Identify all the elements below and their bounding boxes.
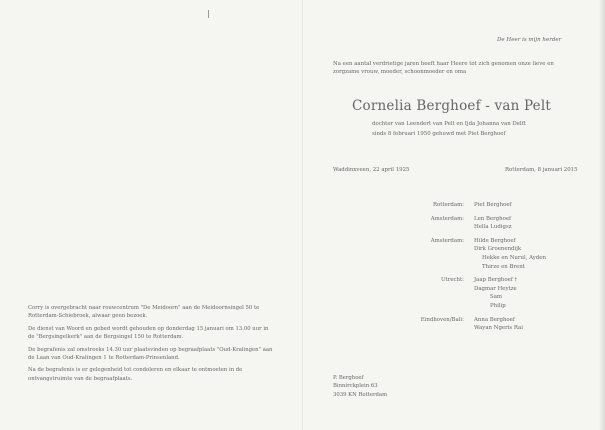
practical-notes xyxy=(28,304,274,387)
family-group xyxy=(400,276,590,310)
family-member: Thirze en Brent xyxy=(482,263,525,270)
family-list xyxy=(400,201,590,338)
address-line: Binnirckplein 63 xyxy=(333,383,378,390)
correspondence-address xyxy=(333,374,387,399)
fold-line xyxy=(302,0,303,430)
note-paragraph: Corry is overgebracht naar rouwcentrum "De Meidoorn" aan de Meidoornsingel 50 te Rotterdam-Schiebroek, alwaar geen bezoek. xyxy=(28,305,260,320)
family-group xyxy=(400,237,590,271)
family-member: Dagmar Heytze xyxy=(474,285,517,292)
family-place: Rotterdam: xyxy=(433,202,464,208)
family-member: Jaap Berghoef † xyxy=(474,277,518,284)
family-group xyxy=(400,316,590,333)
parents-line: dochter van Leendert van Pelt en Ijda Johanna van Delft xyxy=(372,121,526,127)
family-group xyxy=(400,201,590,210)
note-paragraph: De begrafenis zal omstreeks 14.30 uur plaatsvinden op begraafplaats "Oud-Kralingen" aan de Laan van Oud-Kralingen 1 te Rotterdam-Prinsenland. xyxy=(28,346,273,362)
family-member: Wayan Ngeris Rai xyxy=(474,325,523,332)
family-member: Hekke en Nurul, Ayden xyxy=(482,254,546,261)
death-line: Rotterdam, 8 januari 2015 xyxy=(505,167,578,173)
family-member: Hilde Berghoef xyxy=(474,237,516,244)
note-paragraph: De dienst van Woord en gebed wordt gehouden op donderdag 15 januari om 13.00 uur in de "Bergsingelkerk" aan de Bergsingel 150 te Rotterdam. xyxy=(28,325,269,341)
family-member: Sam xyxy=(490,294,503,301)
married-line: sinds 8 februari 1950 gehuwd met Piet Berghoef xyxy=(372,131,506,137)
intro-text: Na een aantal verdrietige jaren heeft haar Heere tot zich genomen onze lieve en zorgzame vrouw, moeder, schoonmoeder en oma xyxy=(333,61,554,75)
deceased-name: Cornelia Berghoef - van Pelt xyxy=(352,98,551,114)
family-place: Utrecht: xyxy=(441,277,464,284)
family-group xyxy=(400,215,590,232)
address-line: 3039 KN Rotterdam xyxy=(333,391,388,398)
motto: De Heer is mijn herder xyxy=(497,37,562,43)
page-edge-shadow xyxy=(599,0,605,430)
family-place: Eindhoven/Bali: xyxy=(420,316,464,323)
family-member: Hella Ludigsz xyxy=(474,224,512,231)
address-line: P. Berghoef xyxy=(333,375,364,381)
birth-line: Waddinxveen, 22 april 1925 xyxy=(333,167,410,173)
family-place: Amsterdam: xyxy=(430,237,464,244)
family-member: Philip xyxy=(490,302,506,309)
note-paragraph: Na de begrafenis is er gelegenheid tot condoleren en elkaar te ontmoeten in de ontvangstruimte van de begraafplaats. xyxy=(28,367,243,382)
fold-mark xyxy=(208,10,209,18)
family-member: Dirk Groenendijk xyxy=(474,246,522,253)
family-place: Amsterdam: xyxy=(430,215,464,222)
family-member: Anna Berghoef xyxy=(474,316,515,323)
family-member: Piet Berghoef xyxy=(474,202,512,208)
family-member: Len Berghoef xyxy=(474,215,512,222)
